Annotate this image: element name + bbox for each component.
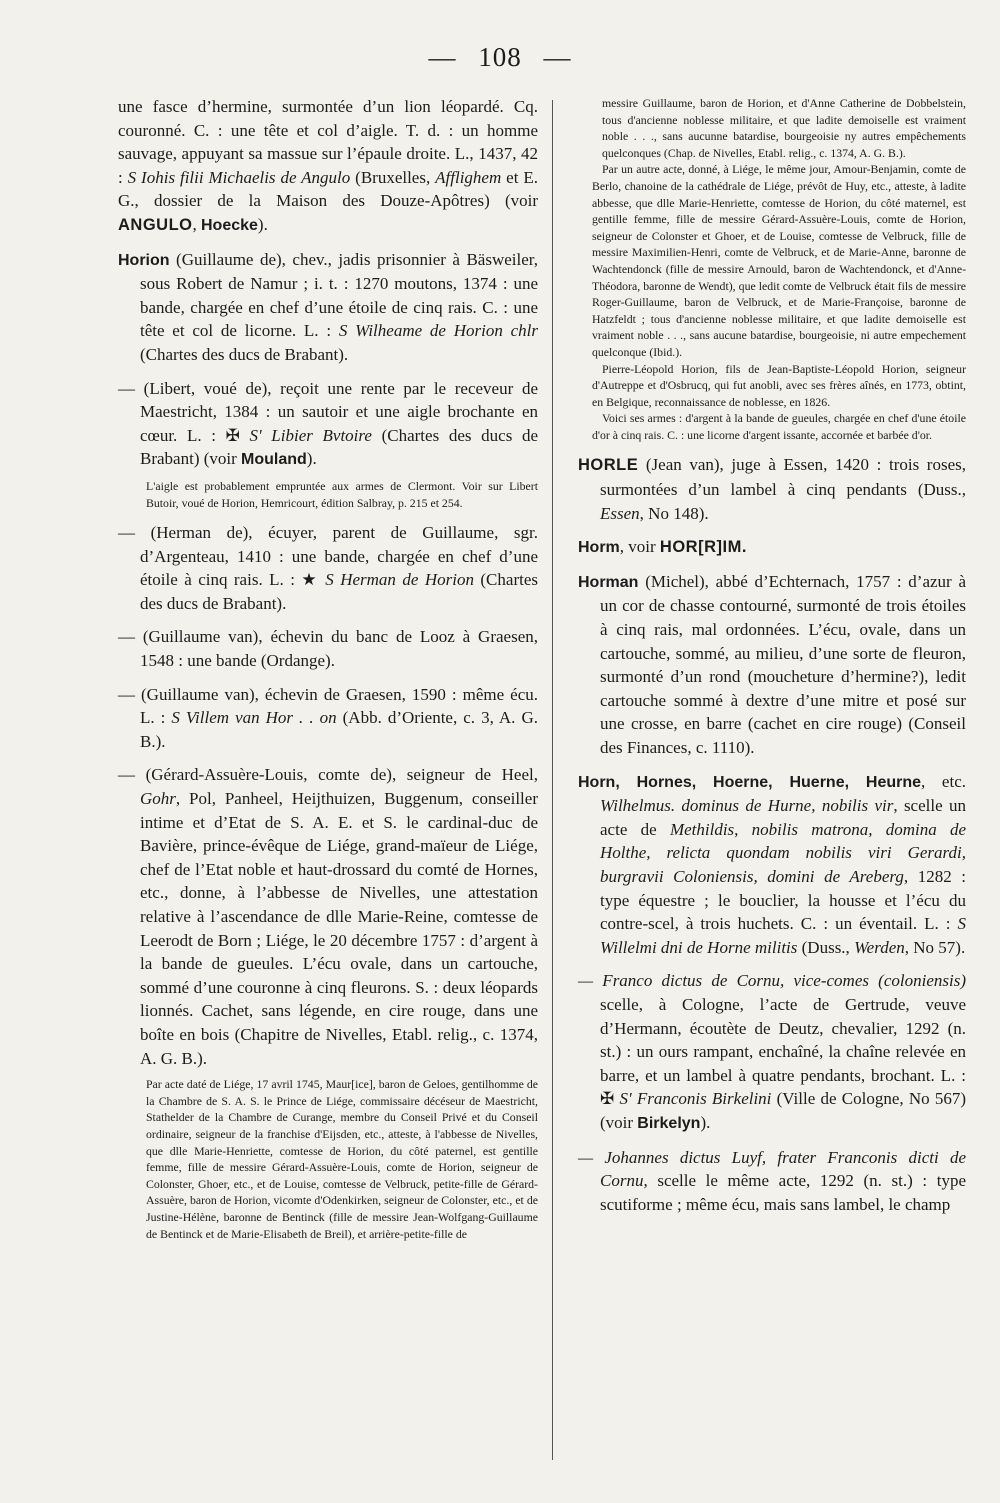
entry-horm: Horm, voir HOR[R]IM. [578, 537, 747, 557]
entry-horion-libert: — (Libert, voué de), reçoit une rente par le receveur de Maestricht, 1384 : un sautoir et une aigle brochante en cœur. L. : ✠ S' Libier Bvtoire (Chartes des ducs de Brabant) (voir Mouland). [118, 378, 539, 469]
headword-horm: Horm [578, 539, 620, 557]
cross-ref-birkelyn: Birkelyn [637, 1114, 701, 1132]
footnote-pierre-leopold: Pierre-Léopold Horion, fils de Jean-Baptiste-Léopold Horion, seigneur d'Autreppe et d'Osbrucq, qui fut anobli, avec ses frères aînés, en 1773, obtint, en Belgique, reconnaissance de noblesse, en 1826. [592, 361, 966, 409]
headword-horle: HORLE [578, 456, 639, 475]
footnote-berlo: Par un autre acte, donné, à Liége, le même jour, Amour-Benjamin, comte de Berlo, chanoine de la cathédrale de Liége, prévôt de Huy, etc., atteste, à ladite abbesse, que dlle Marie-Henriette, comtesse de Horion, du côté maternel, est gentille femme, fille de messire Gérard-Assuère-Louis, comte de Horion, seigneur de Colonster et Ghoer, et de Louise, comtesse de Velbruck, fille de messire Maximilien-Henri, comte de Velbruck, et de Marie-Anne, baronne de Wachtendonck (fille de messire Arnould, baron de Wachtendonck, et d'Anne-Théodora, baronne de Wendt), que ledit comte de Velbruck était fils de messire Roger-Guillaume, baron de Velbruck, et de Marie-Françoise, baronne de Hatzfeldt ; tous d'ancienne noblesse militaire, et que ladite demoiselle est vraiment noble . . ., sans aucune batardise, bourgeoisie, ni autre empechement quelconque (Ibid.). [592, 162, 966, 359]
right-column [578, 95, 966, 1216]
footnote-armes: Voici ses armes : d'argent à la bande de gueules, chargée en chef d'une étoile d'or à cinq rais. C. : une licorne d'argent issante, accornée et barbée d'or. [592, 411, 966, 442]
headword-horion: Horion [118, 251, 170, 269]
entry-horman: Horman (Michel), abbé d’Echternach, 1757 : d’azur à un cor de chasse contourné, surmonté de trois étoiles à cinq rais, mal ordonnées. L’écu, ovale, dans un cartouche, sommé, au milieu, d’une sorte de fleuron, surmonté d’un rond (moucheture d’hermine?), ledit cartouche sommé à dextre d’une mitre et posé sur une crosse, en barre (cachet en cire rouge) (Conseil des Finances, c. 1110). [578, 571, 966, 757]
header-dash-right: — [543, 42, 572, 72]
page-number: 108 [478, 42, 522, 72]
entry-horn-franco: — Franco dictus de Cornu, vice-comes (coloniensis) scelle, à Cologne, l’acte de Gertrude, veuve d’Hermann, écoutète de Deutz, chevalier, 1292 (n. st.) : un ours rampant, enchaîné, la chaîne relevée en barre, et un lambel à quatre pendants, brochant. L. : ✠ S' Franconis Birkelini (Ville de Cologne, No 567) (voir Birkelyn). [578, 971, 966, 1132]
column-divider [552, 100, 553, 1460]
header-dash-left: — [428, 42, 457, 72]
entry-horn: Horn, Hornes, Hoerne, Huerne, Heurne, etc. Wilhelmus. dominus de Hurne, nobilis vir, scelle un acte de Methildis, nobilis matrona, domina de Holthe, relicta quondam nobilis viri Gerardi, burgravii Coloniensis, domini de Areberg, 1282 : type équestre ; le bouclier, la housse et l’écu du contre-scel, à trois huchets. C. : un éventail. L. : S Willelmi dni de Horne militis (Duss., Werden, No 57). [578, 771, 967, 957]
cross-ref-hoecke: Hoecke [201, 216, 258, 234]
entry-horion-guillaume-1590: — (Guillaume van), échevin de Graesen, 1590 : même écu. L. : S Villem van Hor . . on (Abb. d’Oriente, c. 3, A. G. B.). [118, 684, 538, 751]
entry-horn-johannes: — Johannes dictus Luyf, frater Franconis dicti de Cornu, scelle le même acte, 1292 (n. st.) : type scutiforme ; même écu, mais sans lambel, le champ [578, 1147, 966, 1214]
headword-horman: Horman [578, 573, 639, 591]
cross-ref-horrim: HOR[R]IM. [659, 538, 747, 557]
cross-ref-angulo: ANGULO [118, 215, 193, 234]
page-header [0, 42, 1000, 82]
footnote-geloes: Par acte daté de Liége, 17 avril 1745, Maur[ice], baron de Geloes, gentilhomme de la Chambre de S. A. S. le Prince de Liége, commissaire décéseur de Maestricht, Stathelder de la Chambre de Curange, membre du Conseil Privé et du Conseil ordinaire, seigneur de la franchise d'Eijsden, etc., atteste, à l'abbesse de Nivelles, que dlle Marie-Henriette, comtesse de Horion, du côté paternel, est gentille femme, fille de messire Gérard-Assuère-Louis, comte de Horion, seigneur de Colonster, Ghoer, etc., et de Louise, comtesse de Velbruck, petite-fille de Gérard-Assuère, baron de Horion, vicomte d'Odenkirken, seigneur de Colonster, etc., et de Justine-Hélène, baronne de Bentinck (fille de messire Jean-Wolfgang-Guillaume de Bentinck et de Marie-Elisabeth de Breil), et arrière-petite-fille de [146, 1077, 538, 1241]
footnote-libert: L'aigle est probablement empruntée aux armes de Clermont. Voir sur Libert Butoir, voué de Horion, Hemricourt, édition Salbray, p. 215 et 254. [146, 478, 538, 510]
headword-horn: Horn, Hornes, Hoerne, Huerne, Heurne [578, 773, 922, 791]
entry-continuation: une fasce d’hermine, surmontée d’un lion léopardé. Cq. couronné. C. : une tête et col d’aigle. T. d. : un homme sauvage, appuyant sa massue sur l’épaule droite. L., 1437, 42 : S Iohis filii Michaelis de Angulo (Bruxelles, Afflighem et E. G., dossier de la Maison des Douze-Apôtres) (voir ANGULO, Hoecke). [118, 97, 538, 234]
left-column [118, 95, 538, 1242]
entry-horion-guillaume-1548: — (Guillaume van), échevin du banc de Looz à Graesen, 1548 : une bande (Ordange). [118, 627, 538, 671]
cross-ref-mouland: Mouland [241, 451, 307, 469]
entry-horion-guillaume: Horion (Guillaume de), chev., jadis prisonnier à Bäsweiler, sous Robert de Namur ; i. t. : 1270 moutons, 1374 : une bande, chargée en chef d’une étoile de cinq rais. C. : une tête et col de licorne. L. : S Wilheame de Horion chlr (Chartes des ducs de Brabant). [118, 249, 538, 364]
entry-horion-gerard: — (Gérard-Assuère-Louis, comte de), seigneur de Heel, Gohr, Pol, Panheel, Heijthuizen, Buggenum, conseiller intime et d’Etat de S. A. E. et S. le cardinal-duc de Bavière, prince-évêque de Liége, grand-maïeur de Liége, chef de l’Etat noble et haut-drossard du comté de Hornes, etc., donne, à l’abbesse de Nivelles, une attestation relative à l’ascendance de dlle Marie-Reine, comtesse de Leerodt de Born ; Liége, le 20 décembre 1757 : d’argent à la bande de gueules. L’écu ovale, dans un cartouche, sommé d’une couronne à cinq fleurons. S. : deux léopards lionnés. Cachet, sans légende, en cire rouge, dans une boîte en bois (Chapitre de Nivelles, Etabl. relig., c. 1374, A. G. B.). [118, 765, 538, 1068]
footnote-continuation: messire Guillaume, baron de Horion, et d'Anne Catherine de Dobbelstein, tous d'ancienne noblesse militaire, et que ladite demoiselle est vraiment noble . . ., sans aucunne batardise, bourgeoisie ny autres empêchements quelconques (Chap. de Nivelles, Etabl. relig., c. 1374, A. G. B.). [602, 96, 966, 160]
entry-horle: HORLE (Jean van), juge à Essen, 1420 : trois roses, surmontées d’un lambel à cinq pendants (Duss., Essen, No 148). [578, 455, 966, 523]
entry-horion-herman: — (Herman de), écuyer, parent de Guillaume, sgr. d’Argenteau, 1410 : une bande, chargée en chef d’une étoile à cinq rais. L. : ★ S Herman de Horion (Chartes des ducs de Brabant). [118, 523, 538, 613]
